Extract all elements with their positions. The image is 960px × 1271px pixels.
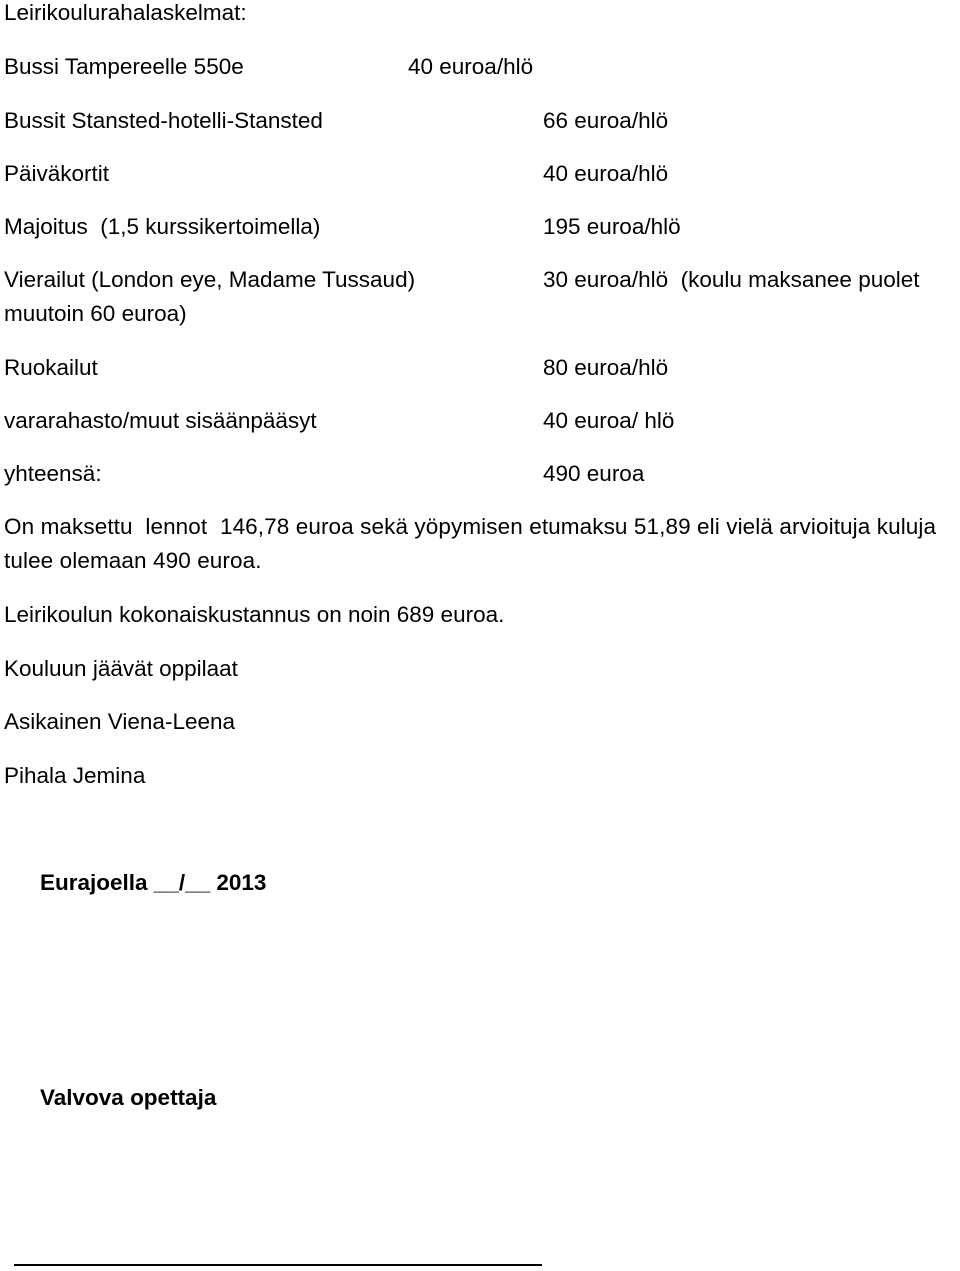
cost-value-total: 490 euroa xyxy=(543,461,645,486)
cost-value-visits: 30 euroa/hlö (koulu maksanee puolet xyxy=(543,267,920,292)
cost-label-visits-continued: muutoin 60 euroa) xyxy=(4,301,187,326)
cost-label-reserve: vararahasto/muut sisäänpääsyt xyxy=(4,408,317,433)
cost-value-day-cards: 40 euroa/hlö xyxy=(543,161,669,186)
cost-label-meals: Ruokailut xyxy=(4,355,98,380)
students-heading: Kouluun jäävät oppilaat xyxy=(4,656,238,681)
cost-label-bus-tampere: Bussi Tampereelle 550e xyxy=(4,54,244,79)
cost-value-bus-tampere: 40 euroa/hlö xyxy=(408,54,534,79)
cost-value-meals: 80 euroa/hlö xyxy=(543,355,669,380)
place-date-line: Eurajoella __/__ 2013 xyxy=(40,870,267,895)
paid-note: On maksettu lennot 146,78 euroa sekä yöpymisen etumaksu 51,89 eli vielä arvioituja kuluja tulee olemaan 490 euroa. xyxy=(4,514,943,573)
student-name: Asikainen Viena-Leena xyxy=(4,709,236,734)
total-cost-note: Leirikoulun kokonaiskustannus on noin 689 euroa. xyxy=(4,602,505,627)
document-title: Leirikoulurahalaskelmat: xyxy=(4,0,247,25)
signature-line xyxy=(14,1264,542,1266)
cost-label-total: yhteensä: xyxy=(4,461,102,486)
cost-value-accommodation: 195 euroa/hlö xyxy=(543,214,681,239)
cost-label-day-cards: Päiväkortit xyxy=(4,161,110,186)
cost-value-stansted-bus: 66 euroa/hlö xyxy=(543,108,669,133)
cost-value-reserve: 40 euroa/ hlö xyxy=(543,408,675,433)
cost-label-stansted-bus: Bussit Stansted-hotelli-Stansted xyxy=(4,108,323,133)
supervisor-label: Valvova opettaja xyxy=(40,1085,217,1110)
cost-label-visits: Vierailut (London eye, Madame Tussaud) xyxy=(4,267,416,292)
student-name: Pihala Jemina xyxy=(4,763,146,788)
cost-label-accommodation: Majoitus (1,5 kurssikertoimella) xyxy=(4,214,321,239)
